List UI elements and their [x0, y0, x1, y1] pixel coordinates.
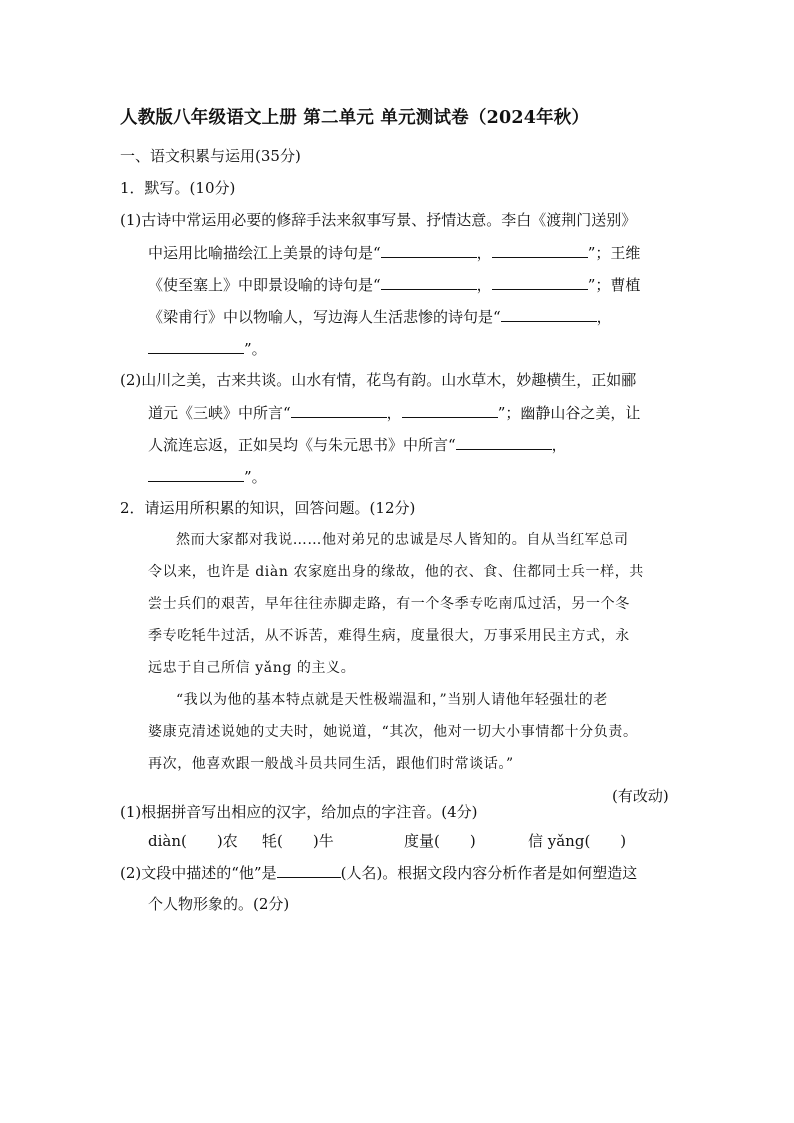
- source-note: (有改动): [612, 787, 669, 805]
- q2-sub2-line2: 个人物形象的。(2分): [148, 895, 290, 913]
- answer-blank[interactable]: [456, 434, 552, 450]
- q1-part1-line1: (1)古诗中常运用必要的修辞手法来叙事写景、抒情达意。李白《渡荆门送别》: [120, 211, 637, 229]
- answer-blank[interactable]: [492, 242, 588, 258]
- passage-line: 令以来，也许是 diàn 农家庭出身的缘故，他的衣、食、住都同士兵一样，共: [148, 564, 644, 580]
- q1-part2-line1: (2)山川之美，古来共谈。山水有情，花鸟有韵。山水草木，妙趣横生，正如郦: [120, 371, 637, 389]
- passage-line: 再次，他喜欢跟一般战斗员共同生活，跟他们时常谈话。”: [148, 756, 514, 772]
- passage-line: 季专吃牦牛过活，从不诉苦，难得生病，度量很大，万事采用民主方式，永: [148, 628, 630, 644]
- q2-sub1: (1)根据拼音写出相应的汉字，给加点的字注音。(4分): [120, 803, 478, 821]
- answer-blank[interactable]: [402, 402, 498, 418]
- passage-line: 尝士兵们的艰苦，早年往往赤脚走路，有一个冬季专吃南瓜过活，另一个冬: [148, 596, 630, 612]
- answer-blank[interactable]: [381, 242, 477, 258]
- q1-part2-line3: 人流连忘返，正如吴均《与朱元思书》中所言“ ，: [148, 436, 567, 454]
- pinyin-item: 信 yǎng( ): [528, 832, 627, 850]
- pinyin-item: 牦( )牛: [262, 832, 334, 850]
- pinyin-item: diàn( )农: [148, 832, 238, 850]
- q1-part1-line4: 《梁甫行》中以物喻人，写边海人生活悲惨的诗句是“ ，: [148, 308, 612, 326]
- pinyin-item: 度量( ): [404, 832, 476, 850]
- passage-line: 然而大家都对我说……他对弟兄的忠诚是尽人皆知的。自从当红军总司: [176, 532, 629, 548]
- question-2-heading: 2．请运用所积累的知识，回答问题。(12分): [120, 499, 416, 517]
- q1-part1-line5: ”。: [148, 338, 267, 359]
- q1-part1-line3: 《使至塞上》中即景设喻的诗句是“ ， ”；曹植: [148, 276, 641, 294]
- q1-part1-line2: 中运用比喻描绘江上美景的诗句是“ ， ”；王维: [148, 244, 641, 262]
- answer-blank[interactable]: [492, 274, 588, 290]
- answer-blank[interactable]: [148, 338, 244, 354]
- answer-blank[interactable]: [148, 466, 244, 482]
- question-1-heading: 1．默写。(10分): [120, 179, 236, 197]
- page-title: 人教版八年级语文上册 第二单元 单元测试卷（2024年秋）: [120, 108, 590, 128]
- passage-line: “我以为他的基本特点就是天性极端温和，”当别人请他年轻强壮的老: [176, 692, 608, 708]
- passage-line: 远忠于自己所信 yǎng 的主义。: [148, 660, 356, 676]
- q1-part2-line4: ”。: [148, 466, 267, 487]
- answer-blank[interactable]: [501, 306, 597, 322]
- passage-line: 婆康克清述说她的丈夫时，她说道，“其次，他对一切大小事情都十分负责。: [148, 724, 638, 740]
- answer-blank[interactable]: [277, 862, 341, 878]
- answer-blank[interactable]: [381, 274, 477, 290]
- section-heading: 一、语文积累与运用(35分): [120, 147, 301, 165]
- answer-blank[interactable]: [291, 402, 387, 418]
- q1-part2-line2: 道元《三峡》中所言“ ， ”；幽静山谷之美，让: [148, 404, 641, 422]
- q2-sub2-line1: (2)文段中描述的“他”是 (人名)。根据文段内容分析作者是如何塑造这: [120, 864, 638, 882]
